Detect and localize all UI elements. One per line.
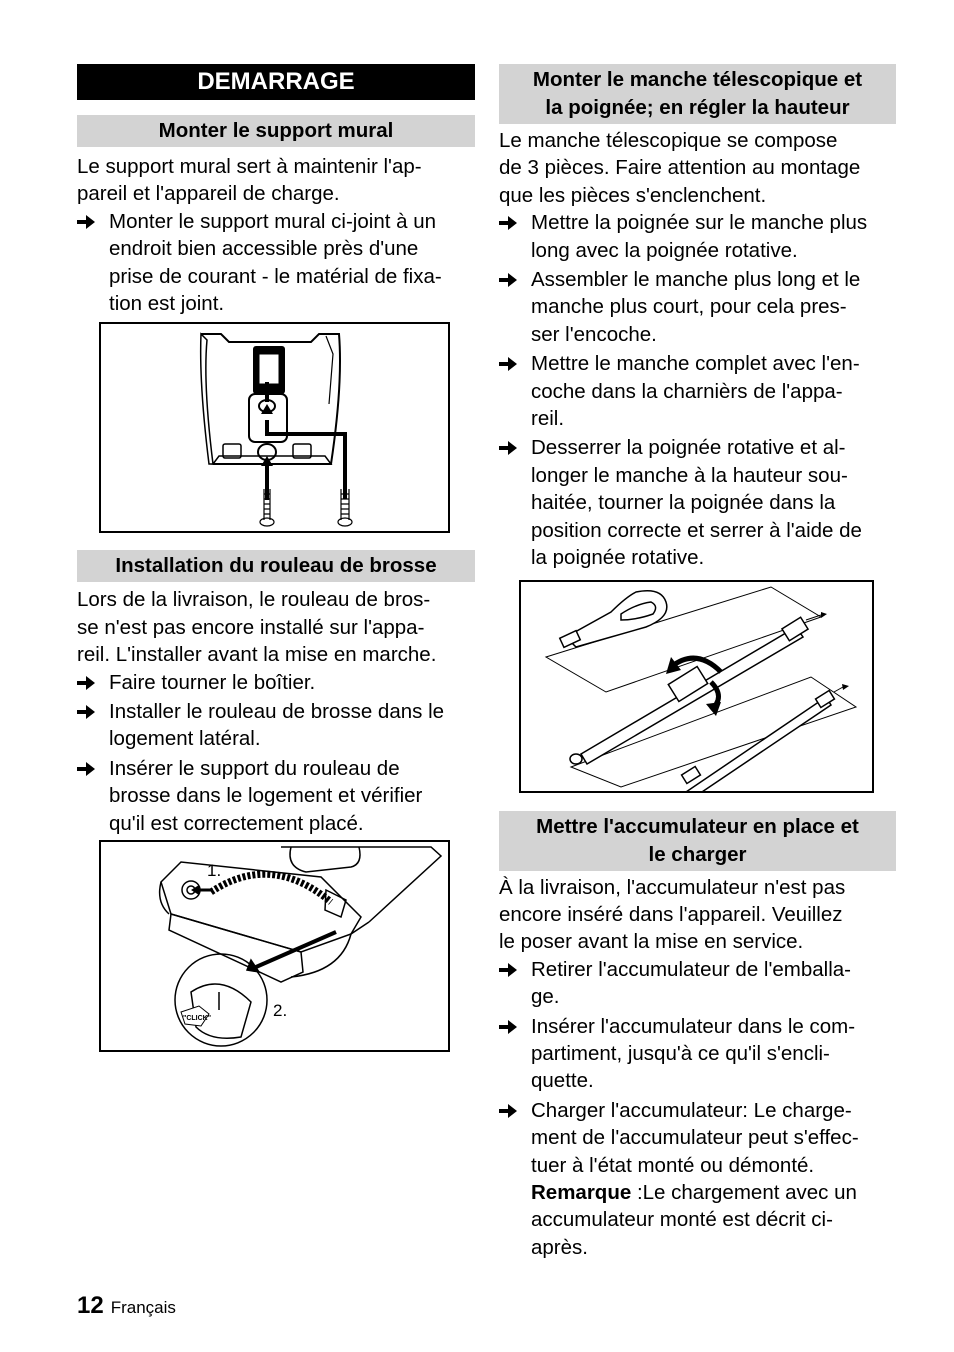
text-line: la poignée rotative. <box>531 546 705 570</box>
bullet-item <box>77 669 475 696</box>
text-line: partiment, jusqu'à ce qu'il s'encli- <box>531 1041 830 1065</box>
text-line: Charger l'accumulateur: Le charge- <box>531 1098 852 1122</box>
text-line: ge. <box>531 985 560 1009</box>
bullet-item <box>499 209 896 264</box>
text-line: Mettre le manche complet avec l'en- <box>531 352 860 376</box>
text-line: prise de courant - le matérial de fixa- <box>109 264 442 288</box>
bullet-item <box>499 266 896 348</box>
text-line: le poser avant la mise en service. <box>499 930 804 954</box>
text-line: endroit bien accessible près d'une <box>109 237 419 261</box>
text-line: tion est joint. <box>109 292 225 316</box>
bullet-item <box>499 1097 896 1261</box>
right-column <box>499 64 896 1261</box>
heading-support-mural: Monter le support mural <box>77 115 475 147</box>
figure-telescopic-handle <box>519 580 874 793</box>
text-line: Assembler le manche plus long et le <box>531 268 861 292</box>
note-text: :Le chargement avec un <box>631 1180 857 1204</box>
arrow-right-icon <box>499 956 531 1011</box>
bullet-item <box>499 434 896 571</box>
telescopic-handle-illustration <box>521 582 872 791</box>
text-line: À la livraison, l'accumulateur n'est pas <box>499 875 846 899</box>
text-line: après. <box>531 1235 588 1259</box>
text-line: Desserrer la poignée rotative et al- <box>531 436 846 460</box>
arrow-right-icon <box>499 209 531 264</box>
text-line: pareil et l'appareil de charge. <box>77 182 340 206</box>
text-line: reil. L'installer avant la mise en marche. <box>77 643 437 667</box>
arrow-right-icon <box>499 1013 531 1095</box>
text-line: accumulateur monté est décrit ci- <box>531 1208 833 1232</box>
text-line: haitée, tourner la poignée dans la <box>531 491 836 515</box>
page-footer <box>77 1292 176 1320</box>
note-label: Remarque <box>531 1180 632 1204</box>
text-line: Lors de la livraison, le rouleau de bros- <box>77 588 431 612</box>
text-line: Installer le rouleau de brosse dans le <box>109 700 445 724</box>
bullet-item <box>499 956 896 1011</box>
footer-language: Français <box>110 1298 176 1317</box>
text-line: encore inséré dans l'appareil. Veuillez <box>499 902 843 926</box>
arrow-right-icon <box>499 350 531 432</box>
text-line: que les pièces s'enclenchent. <box>499 183 767 207</box>
text-line: reil. <box>531 407 565 431</box>
text-line: se n'est pas encore installé sur l'appa- <box>77 615 425 639</box>
arrow-right-icon <box>77 698 109 753</box>
figure-brush-roller <box>99 840 450 1052</box>
text-line: qu'il est correctement placé. <box>109 811 364 835</box>
heading-manche-telescopique <box>499 64 896 124</box>
text-line: Insérer le support du rouleau de <box>109 756 400 780</box>
arrow-right-icon <box>499 266 531 348</box>
arrow-right-icon <box>77 669 109 696</box>
text-line: logement latéral. <box>109 727 261 751</box>
bullet-item <box>499 1013 896 1095</box>
text-line: Le support mural sert à maintenir l'ap- <box>77 155 422 178</box>
bullet-item <box>77 208 475 318</box>
page-number: 12 <box>77 1292 104 1319</box>
text-line: Le manche télescopique se compose <box>499 129 838 152</box>
text-line: longer le manche à la hauteur sou- <box>531 463 848 487</box>
wall-mount-illustration <box>101 324 448 531</box>
step-label-1: 1. <box>207 861 222 881</box>
heading-line: le charger <box>648 842 747 866</box>
arrow-right-icon <box>499 434 531 571</box>
arrow-right-icon <box>77 755 109 837</box>
text-line: quette. <box>531 1069 594 1093</box>
heading-line: Monter le manche télescopique et <box>532 68 863 91</box>
section-title-demarrage: DEMARRAGE <box>77 64 475 100</box>
text-line: Retirer l'accumulateur de l'emballa- <box>531 957 852 981</box>
text-line: position correcte et serrer à l'aide de <box>531 518 862 542</box>
text-line: ment de l'accumulateur peut s'effec- <box>531 1126 859 1150</box>
heading-line: la poignée; en régler la hauteur <box>545 96 850 119</box>
bullet-item <box>499 350 896 432</box>
text-line: manche plus court, pour cela pres- <box>531 295 847 319</box>
left-column <box>77 64 475 1052</box>
text-line: Insérer l'accumulateur dans le com- <box>531 1014 856 1038</box>
heading-rouleau-brosse: Installation du rouleau de brosse <box>77 550 475 582</box>
text-line: Mettre la poignée sur le manche plus <box>531 211 868 235</box>
text-line: Monter le support mural ci-joint à un <box>109 209 437 233</box>
click-label: "CLICK" <box>183 1015 212 1023</box>
text-line: coche dans la charnièrs de l'appa- <box>531 379 843 403</box>
bullet-item <box>77 755 475 837</box>
bullet-item <box>77 698 475 753</box>
heading-line: Mettre l'accumulateur en place et <box>536 814 859 838</box>
heading-accumulateur <box>499 811 896 871</box>
text-line: Faire tourner le boîtier. <box>109 670 316 694</box>
text-line: long avec la poignée rotative. <box>531 238 798 262</box>
arrow-right-icon <box>77 208 109 318</box>
step-label-2: 2. <box>273 1001 288 1021</box>
text-line: de 3 pièces. Faire attention au montage <box>499 156 861 180</box>
note-line <box>531 1179 896 1206</box>
text-line: brosse dans le logement et vérifier <box>109 784 423 808</box>
figure-wall-mount <box>99 322 450 533</box>
arrow-right-icon <box>499 1097 531 1261</box>
brush-roller-illustration <box>101 842 448 1050</box>
text-line: ser l'encoche. <box>531 322 657 346</box>
text-line: tuer à l'état monté ou démonté. <box>531 1153 815 1177</box>
